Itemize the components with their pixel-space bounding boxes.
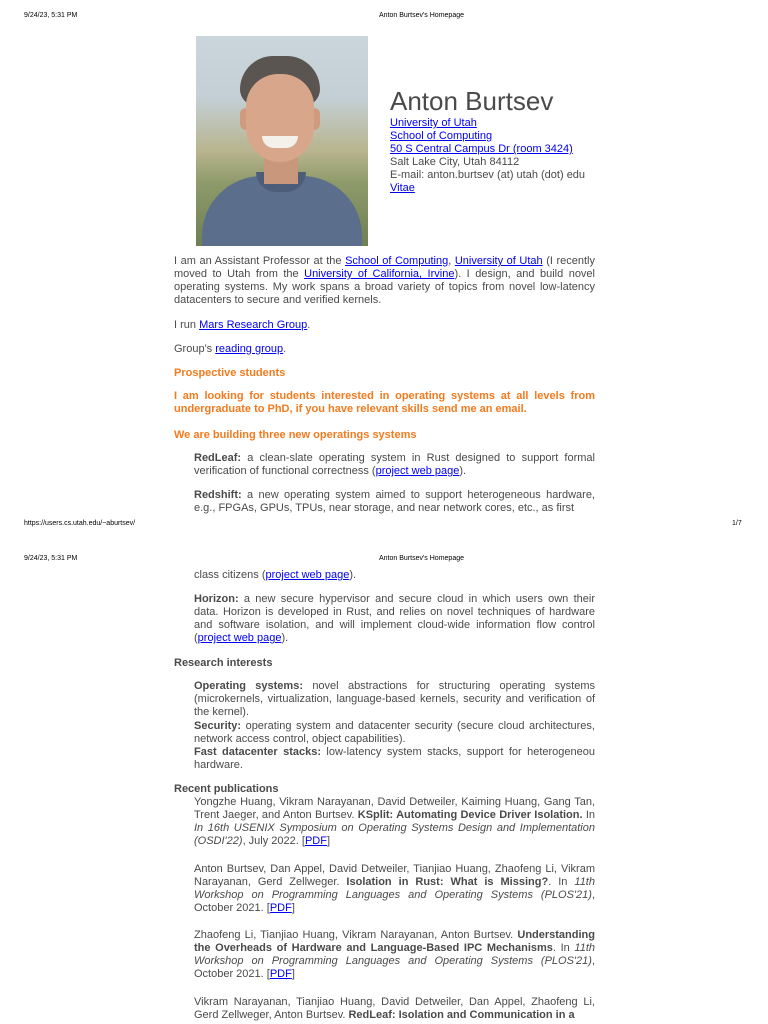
research-fast-stacks: Fast datacenter stacks: low-latency system stacks, support for heterogeneou hardware. bbox=[194, 746, 595, 771]
print-title-2: Anton Burtsev's Homepage bbox=[379, 555, 464, 562]
redleaf-item: RedLeaf: a clean-slate operating system in Rust designed to support formal verification of functional correctness (project web page). bbox=[194, 452, 595, 477]
school-link[interactable]: School of Computing bbox=[390, 130, 493, 142]
pdf-link[interactable]: PDF bbox=[304, 835, 327, 847]
prospective-text: I am looking for students interested in operating systems at all levels from undergraduate to PhD, if you have relevant skills send me an email. bbox=[174, 390, 595, 415]
systems-heading: We are building three new operatings systems bbox=[174, 429, 417, 441]
redshift-project-link[interactable]: project web page bbox=[265, 569, 350, 581]
horizon-project-link[interactable]: project web page bbox=[197, 632, 282, 644]
redshift-item: Redshift: a new operating system aimed to support heterogeneous hardware, e.g., FPGAs, GPUs, TPUs, near storage, and near network cores, etc., as first bbox=[194, 489, 595, 514]
publication-item: Yongzhe Huang, Vikram Narayanan, David Detweiler, Kaiming Huang, Gang Tan, Trent Jaeger, and Anton Burtsev. KSplit: Automating Device Driver Isolation. In In 16th USENIX Symposium on Operating Systems Design and Implementation (OSDI'22), July 2022. [PDF] bbox=[194, 796, 596, 847]
research-security: Security: operating system and datacenter security (secure cloud architectures, network access control, object capabilities). bbox=[194, 720, 595, 745]
university-link[interactable]: University of Utah bbox=[390, 117, 477, 129]
research-os: Operating systems: novel abstractions for structuring operating systems (microkernels, virtualization, language-based kernels, security and verification of the kernel). bbox=[194, 680, 595, 718]
pdf-link[interactable]: PDF bbox=[269, 968, 292, 980]
publication-item: Anton Burtsev, Dan Appel, David Detweiler, Tianjiao Huang, Zhaofeng Li, Vikram Narayanan, Gerd Zellweger. Isolation in Rust: What is Missing?. In 11th Workshop on Programming Languages and Operating Systems (PLOS'21), October 2021. [PDF] bbox=[194, 863, 595, 914]
horizon-item: Horizon: a new secure hypervisor and secure cloud in which users own their data. Horizon is developed in Rust, and relies on novel techniques of hardware and software isolation, and will implement cloud-wide information flow control (project web page). bbox=[194, 593, 595, 644]
reading-group-paragraph: Group's reading group. bbox=[174, 343, 287, 355]
pdf-link[interactable]: PDF bbox=[269, 902, 292, 914]
print-datetime-2: 9/24/23, 5:31 PM bbox=[24, 555, 78, 562]
profile-photo bbox=[196, 36, 368, 246]
mars-research-group-link[interactable]: Mars Research Group bbox=[199, 319, 308, 331]
group-paragraph: I run Mars Research Group. bbox=[174, 319, 311, 331]
publication-item: Zhaofeng Li, Tianjiao Huang, Vikram Narayanan, Anton Burtsev. Understanding the Overheads of Hardware and Language-Based IPC Mechanisms. In 11th Workshop on Programming Languages and Operating Systems (PLOS'21), October 2021. [PDF] bbox=[194, 929, 596, 980]
school-of-computing-link[interactable]: School of Computing bbox=[345, 255, 449, 267]
print-title: Anton Burtsev's Homepage bbox=[379, 12, 464, 19]
vitae-link[interactable]: Vitae bbox=[390, 182, 415, 194]
publication-item: Vikram Narayanan, Tianjiao Huang, David Detweiler, Dan Appel, Zhaofeng Li, Gerd Zellweger, Anton Burtsev. RedLeaf: Isolation and Communication in a bbox=[194, 996, 595, 1021]
redleaf-project-link[interactable]: project web page bbox=[375, 465, 460, 477]
print-datetime: 9/24/23, 5:31 PM bbox=[24, 12, 78, 19]
city-text: Salt Lake City, Utah 84112 bbox=[390, 156, 520, 168]
contact-info bbox=[390, 117, 585, 195]
print-page-number: 1/7 bbox=[732, 520, 742, 527]
redshift-item-continued: class citizens (project web page). bbox=[194, 569, 357, 581]
reading-group-link[interactable]: reading group bbox=[215, 343, 284, 355]
intro-paragraph: I am an Assistant Professor at the School of Computing, University of Utah (I recently moved to Utah from the University of California, Irvine). I design, and build novel operating systems. My work spans a broad variety of topics from novel low-latency datacenters to secure and verified kernels. bbox=[174, 255, 595, 306]
email-text: E-mail: anton.burtsev (at) utah (dot) edu bbox=[390, 169, 586, 181]
prospective-heading: Prospective students bbox=[174, 367, 286, 379]
address-link[interactable]: 50 S Central Campus Dr (room 3424) bbox=[390, 143, 573, 155]
uci-link[interactable]: University of California, Irvine bbox=[304, 268, 455, 280]
university-of-utah-link[interactable]: University of Utah bbox=[454, 255, 543, 267]
publications-heading: Recent publications bbox=[174, 783, 279, 795]
profile-name: Anton Burtsev bbox=[390, 86, 554, 116]
research-heading: Research interests bbox=[174, 657, 273, 669]
print-url: https://users.cs.utah.edu/~aburtsev/ bbox=[24, 520, 136, 527]
